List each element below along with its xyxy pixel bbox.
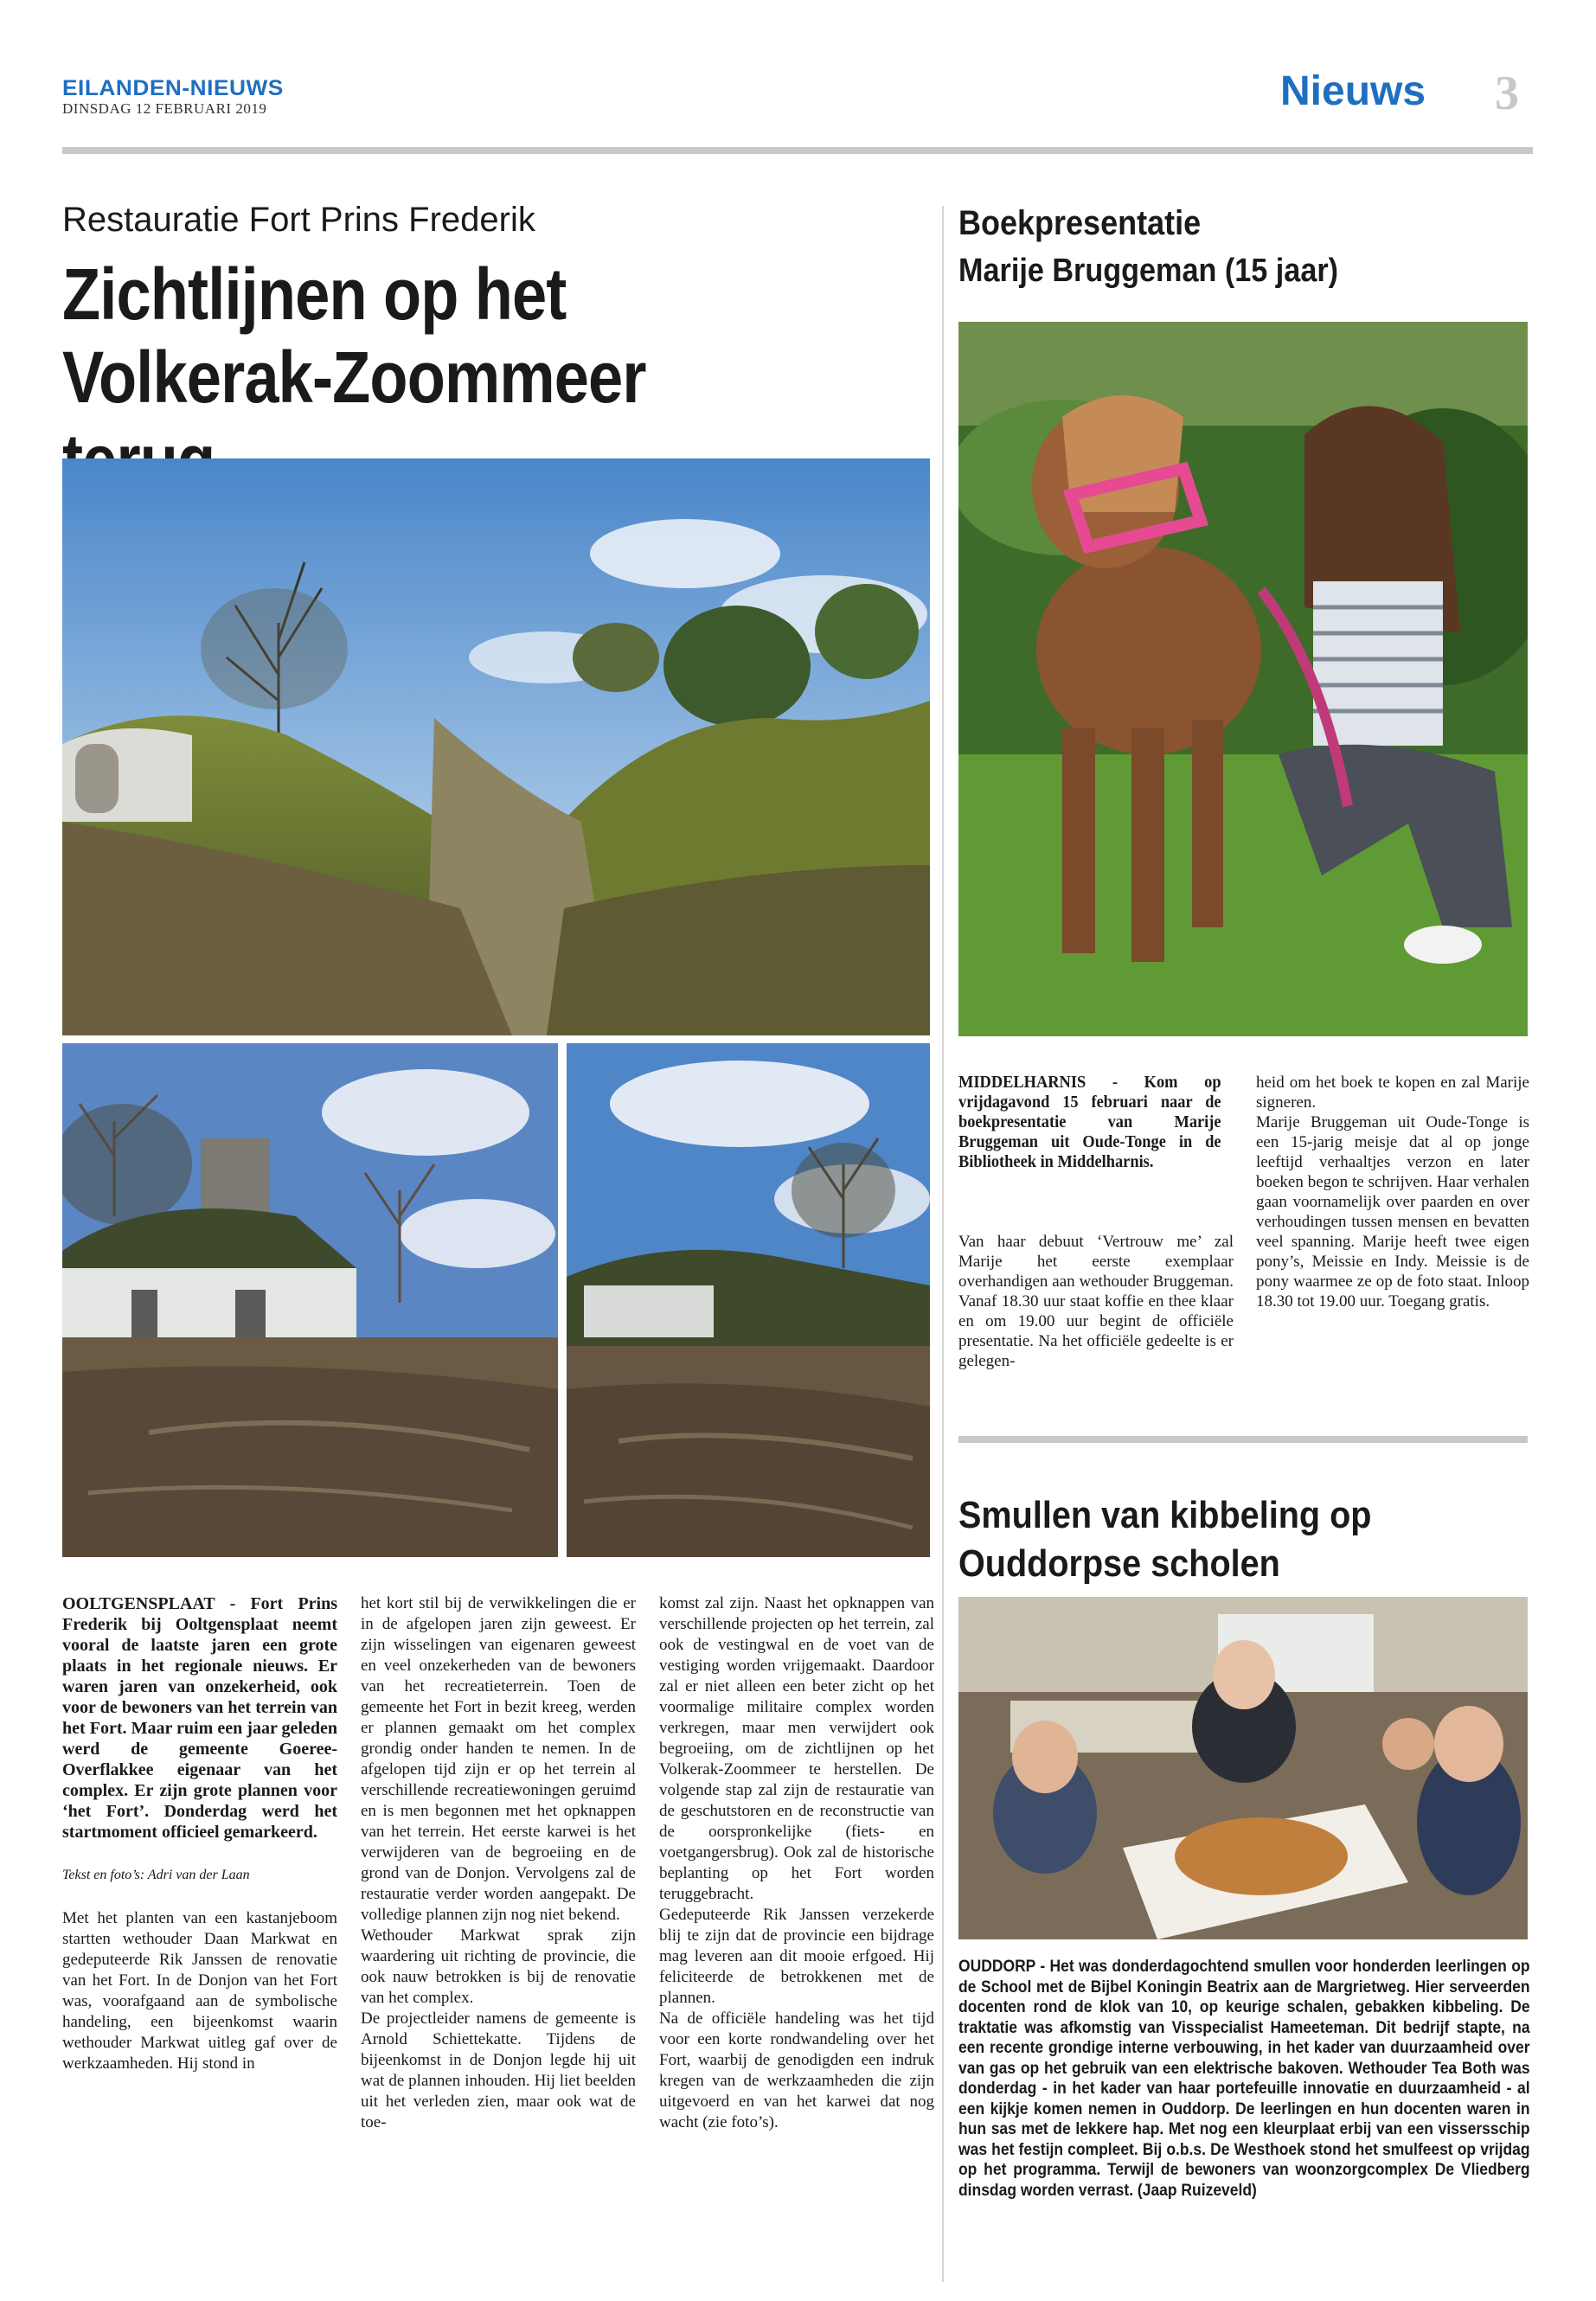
- sidebar-book-column-1: [958, 1232, 1234, 1371]
- sidebar-book-paragraph: Marije Bruggeman uit Oude-Tonge is een 15-jarig meisje dat al op jonge leeftijd verhaaltjes verzon en later boeken begon te schrijven. Haar verhalen gaan voornamelijk over paarden en over verhoudingen tussen mensen en bevatten veel spanning. Marije heeft twee eigen pony’s, Meissie en Indy. Meissie is de pony waarmee ze op de foto staat. Inloop 18.30 tot 19.00 uur. Toegang gratis.: [1256, 1113, 1529, 1311]
- main-article-column-2: [361, 1593, 636, 2133]
- sidebar-kibbeling-body: OUDDORP - Het was donderdagochtend smullen voor honderden leerlingen op de School met de Bijbel Koningin Beatrix aan de Margrietweg. Hier serveerden docenten rond de klok van 10, op keurige schalen, gebakken kibbeling. De traktatie was afkomstig van Visspecialist Hameeteman. Dit bedrijf stapte, na een recente grondige interne verbouwing, in het kader van duurzaamheid over van gas op het gebruik van een elektrische bakoven. Wethouder Tea Both was donderdag - in het kader van haar portefeuille innovatie en duurzaamheid - al een kijkje komen nemen in Ouddorp. De leerlingen en hun docenten waren in hun sas met de lekkere hap. Met nog een kleurplaat erbij van een vissersschip was het festijn compleet. Bij o.b.s. De Westhoek stond het smulfeest op vrijdag op het programma. Terwijl de bewoners van woonzorgcomplex De Vliedberg dinsdag worden verrast. (Jaap Ruizeveld): [958, 1958, 1530, 2200]
- main-article-lead: OOLTGENSPLAAT - Fort Prins Frederik bij Ooltgensplaat neemt vooral de laatste jaren een grote plaats in het regionale nieuws. Er waren jaren van onzekerheid, ook voor de bewoners van het terrein van het Fort. Maar ruim een jaar geleden werd de gemeente Goeree-Overflakkee eigenaar van het complex. Er zijn grote plannen voor ‘het Fort’. Donderdag werd het startmoment officieel gemarkeerd.: [62, 1594, 337, 1842]
- classroom-kibbeling-photo: [958, 1597, 1528, 1939]
- fort-building-photo: [62, 1043, 558, 1557]
- main-article-headline: Zichtlijnen op het Volkerak-Zoommeer: [62, 253, 646, 418]
- main-article-paragraph: Met het planten van een kastanjeboom startten wethouder Daan Markwat en gedeputeerde Rik Janssen de renovatie van het Fort. In de Donjon van het Fort was, voorafgaand aan de symbolische handeling, een bijeenkomst waarin wethouder Markwat uitleg gaf over de werkzaamheden. Hij stond in: [62, 1909, 337, 2073]
- main-article-kicker: Restauratie Fort Prins Frederik: [62, 201, 535, 239]
- sidebar-book-paragraph: Van haar debuut ‘Vertrouw me’ zal Marije het eerste exemplaar overhandigen aan wethouder Bruggeman. Vanaf 18.30 uur staat koffie en thee klaar en om 19.00 uur begint de officiële presentatie. Na het officiële gedeelte is er gelegen-: [958, 1233, 1234, 1370]
- top-rule: [62, 147, 1533, 154]
- main-article-paragraph: De projectleider namens de gemeente is Arnold Schiettekatte. Tijdens de bijeenkomst in de Donjon legde hij uit wat de plannen inhouden. Hij liet beelden uit het verleden zien, maar ook wat de toe-: [361, 2009, 636, 2131]
- sidebar-book-lead: MIDDELHARNIS - Kom op vrijdagavond 15 februari naar de boekpresentatie van Marije Bruggeman uit Oude-Tonge in de Bibliotheek in Middelharnis.: [958, 1073, 1221, 1171]
- page-number: 3: [1495, 67, 1519, 120]
- sidebar-kibbeling-title: Smullen van kibbeling op Ouddorpse scholen: [958, 1494, 1372, 1585]
- sidebar-book-paragraph: heid om het boek te kopen en zal Marije signeren.: [1256, 1074, 1529, 1112]
- newspaper-logo: EILANDEN-NIEUWS: [62, 76, 284, 100]
- column-divider: [942, 206, 944, 2282]
- issue-date: DINSDAG 12 FEBRUARI 2019: [62, 100, 267, 117]
- sidebar-book-kicker: Boekpresentatie: [958, 204, 1202, 242]
- fort-landscape-photo: [62, 458, 930, 1035]
- girl-with-pony-photo: [958, 322, 1528, 1036]
- main-article-column-3: [659, 1593, 934, 2133]
- photo-credit: Tekst en foto’s: Adri van der Laan: [62, 1868, 250, 1882]
- fort-works-photo: [567, 1043, 930, 1557]
- main-article-column-1: [62, 1593, 337, 2074]
- sidebar-book-column-2: [1256, 1073, 1529, 1311]
- main-article-paragraph: Na de officiële handeling was het tijd voor een korte rondwandeling over het Fort, waarbij de genodigden een indruk kregen van de werkzaamheden die zijn uitgevoerd en van het karwei dat nog wacht (zie foto’s).: [659, 2009, 934, 2131]
- sidebar-rule: [958, 1436, 1528, 1443]
- main-article-paragraph: Wethouder Markwat sprak zijn waardering uit richting de provincie, die ook nauw betrokken is bij de renovatie van het complex.: [361, 1926, 636, 2007]
- section-label: Nieuws: [1280, 68, 1426, 114]
- main-article-paragraph: Gedeputeerde Rik Janssen verzekerde blij te zijn dat de provincie een bijdrage mag leveren aan dit mooie erfgoed. Hij feliciteerde de betrokkenen met de plannen.: [659, 1906, 934, 2007]
- main-article-paragraph: het kort stil bij de verwikkelingen die er in de afgelopen jaren zijn geweest. Er zijn wisselingen van eigenaren geweest en veel onzekerheden van de bewoners van het recreatieterrein. Toen de gemeente het Fort in bezit kreeg, werden er plannen gemaakt om het complex grondig onder handen te nemen. In de afgelopen tijd zijn er op het terrein al verschillende recreatiewoningen geruimd en is men begonnen met het opknappen van het terrein. Het eerste karwei is het verwijderen van de begroeiing en de grond van de Donjon. Vervolgens zal de restauratie verder worden aangepakt. De volledige plannen zijn nog niet bekend.: [361, 1594, 636, 1924]
- sidebar-book-title: Marije Bruggeman (15 jaar): [958, 253, 1339, 289]
- main-article-paragraph: komst zal zijn. Naast het opknappen van verschillende projecten op het terrein, zal ook de vestingwal en de voet van de vestiging worden vrijgemaakt. Daardoor zal er niet alleen een beter zicht op het voormalige militaire complex worden verkregen, maar men verwijdert ook begroeiing, om de zichtlijnen op het Volkerak-Zoommeer te herstellen. De volgende stap zal zijn de restauratie van de geschutstoren en de reconstructie van de oorspronkelijke (fiets- en voetgangersbrug). Ook zal de historische beplanting op het Fort worden teruggebracht.: [659, 1594, 934, 1903]
